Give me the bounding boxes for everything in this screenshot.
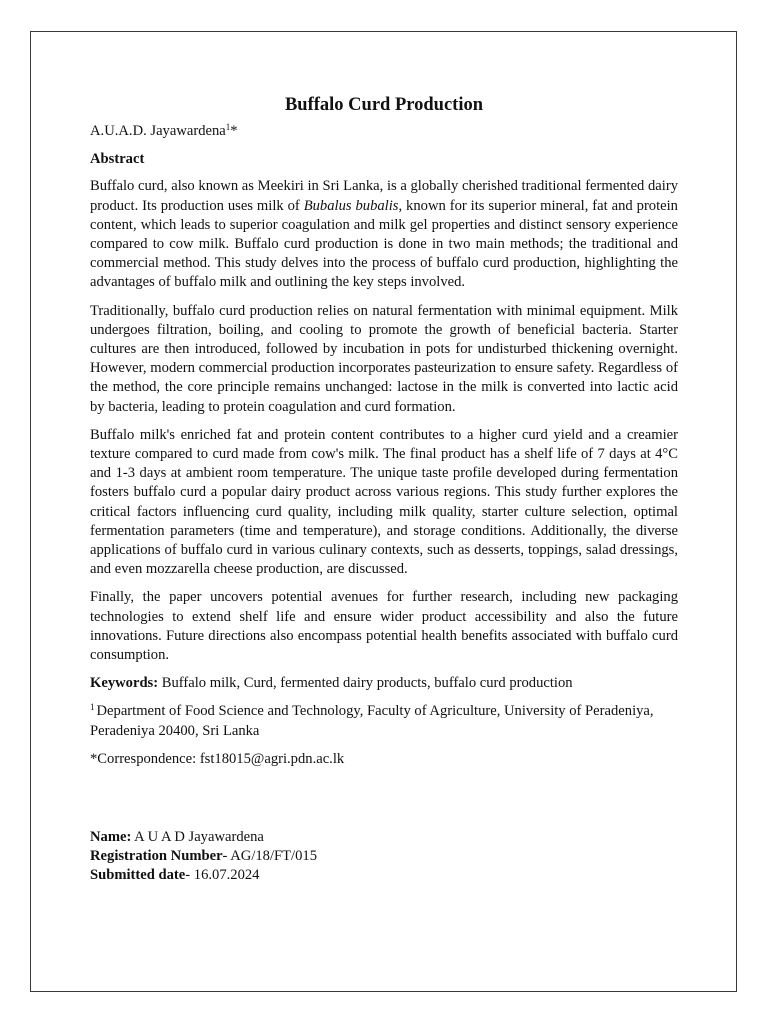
- submission-meta: [90, 828, 317, 885]
- species-name: Bubalus bubalis: [303, 197, 399, 214]
- abstract-paragraph-3: Buffalo milk's enriched fat and protein content contributes to a higher curd yield and a creamier texture compared to curd made from cow's milk. The final product has a shelf life of 7 days at 4°C and 1-3 days at ambient room temperature. The unique taste profile developed during fermentation fosters buffalo curd a popular dairy product across various regions. This study further explores the critical factors influencing curd quality, including milk quality, starter culture selection, optimal fermentation parameters (time and temperature), and storage conditions. Additionally, the diverse applications of buffalo curd in various culinary contexts, such as desserts, toppings, salad dressings, and even mozzarella cheese production, are discussed.: [90, 426, 678, 578]
- affiliation: [90, 702, 678, 740]
- paper-title: Buffalo Curd Production: [284, 95, 484, 115]
- meta-registration-label: Registration Number: [90, 848, 223, 864]
- affiliation-text: Department of Food Science and Technology, Faculty of Agriculture, University of Peradeniya, Peradeniya 20400, Sri Lanka: [90, 703, 654, 739]
- author-correspondence-marker: *: [230, 123, 238, 139]
- meta-date-value: - 16.07.2024: [185, 867, 260, 883]
- meta-registration-value: - AG/18/FT/015: [222, 848, 318, 864]
- abstract-paragraph-1: [90, 177, 678, 292]
- abstract-heading: Abstract: [90, 151, 145, 168]
- meta-name-value: A U A D Jayawardena: [131, 829, 264, 845]
- correspondence: *Correspondence: fst18015@agri.pdn.ac.lk: [90, 750, 345, 767]
- keywords-line: [90, 674, 678, 693]
- author-affiliation-marker: 1: [225, 122, 231, 132]
- keywords-label: Keywords:: [90, 675, 159, 692]
- meta-name-label: Name:: [90, 829, 132, 845]
- keywords-text: Buffalo milk, Curd, fermented dairy products, buffalo curd production: [158, 675, 573, 692]
- paragraph-1-text-b: , known for its superior mineral, fat and protein content, which leads to superior coagulation and milk gel properties and distinct sensory experience compared to cow milk. Buffalo curd production is done in two main methods; the traditional and commercial method. This study delves into the process of buffalo curd production, highlighting the advantages of buffalo milk and outlining the key steps involved.: [90, 197, 678, 291]
- author-name: A.U.A.D. Jayawardena: [90, 123, 226, 139]
- paper-body: [90, 93, 678, 769]
- paragraph-1-text-a: Buffalo curd, also known as Meekiri in Sri Lanka, is a globally cherished traditional fermented dairy product. Its production uses milk of: [90, 178, 678, 214]
- abstract-paragraph-2: Traditionally, buffalo curd production relies on natural fermentation with minimal equipment. Milk undergoes filtration, boiling, and cooling to promote the growth of beneficial bacteria. Starter cultures are then introduced, followed by incubation in pots for undisturbed thickening overnight. However, modern commercial production incorporates pasteurization to ensure safety. Regardless of the method, the core principle remains unchanged: lactose in the milk is converted into lactic acid by bacteria, leading to protein coagulation and curd formation.: [90, 302, 678, 415]
- abstract-paragraph-4: Finally, the paper uncovers potential avenues for further research, including new packaging technologies to extend shelf life and ensure wider product accessibility and also the future innovations. Future directions also encompass potential health benefits associated with buffalo curd consumption.: [90, 589, 678, 664]
- meta-name-line: [90, 828, 317, 847]
- meta-date-label: Submitted date: [90, 867, 186, 883]
- author-line: [90, 122, 678, 141]
- meta-date-line: [90, 866, 317, 885]
- meta-registration-line: [90, 847, 317, 866]
- affiliation-marker: 1: [90, 702, 95, 713]
